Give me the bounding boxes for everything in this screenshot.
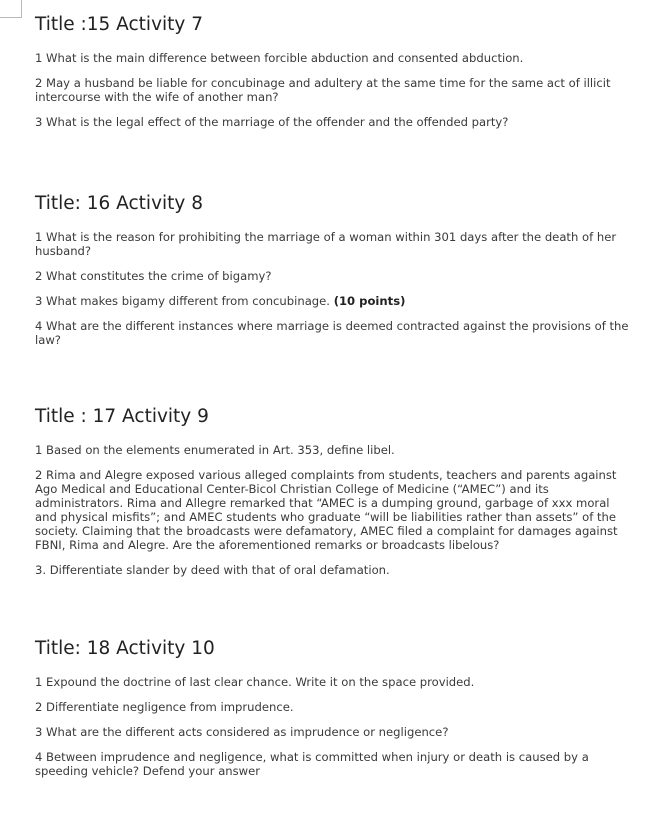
activity-9-title: Title : 17 Activity 9 bbox=[35, 406, 209, 427]
activity-8-question-1: 1 What is the reason for prohibiting the marriage of a woman within 301 days after the death of her husband? bbox=[35, 230, 617, 258]
activity-9-question-3: 3. Differentiate slander by deed with that of oral defamation. bbox=[35, 563, 390, 577]
activity-10-title: Title: 18 Activity 10 bbox=[35, 638, 215, 659]
activity-9-question-1: 1 Based on the elements enumerated in Art. 353, define libel. bbox=[35, 443, 395, 457]
activity-7-title: Title :15 Activity 7 bbox=[35, 14, 204, 35]
activity-8-question-3-text: 3 What makes bigamy different from concubinage. bbox=[35, 294, 330, 308]
activity-8-title: Title: 16 Activity 8 bbox=[35, 193, 204, 214]
activity-8-question-4: 4 What are the different instances where marriage is deemed contracted against the provisions of the law? bbox=[35, 319, 629, 347]
activity-8-section bbox=[35, 192, 635, 347]
activity-10-section bbox=[35, 637, 635, 778]
activity-10-question-3: 3 What are the different acts considered as imprudence or negligence? bbox=[35, 725, 449, 739]
activity-7-question-1: 1 What is the main difference between forcible abduction and consented abduction. bbox=[35, 51, 524, 65]
page-corner-mark bbox=[0, 0, 22, 18]
activity-10-question-1: 1 Expound the doctrine of last clear chance. Write it on the space provided. bbox=[35, 675, 475, 689]
document-page bbox=[35, 13, 635, 778]
activity-8-question-3 bbox=[35, 294, 635, 308]
points-label: (10 points) bbox=[333, 294, 406, 308]
activity-7-section bbox=[35, 13, 635, 129]
activity-10-question-2: 2 Differentiate negligence from imprudence. bbox=[35, 700, 294, 714]
activity-7-question-2: 2 May a husband be liable for concubinage and adultery at the same time for the same act of illicit intercourse with the wife of another man? bbox=[35, 76, 611, 104]
activity-9-section bbox=[35, 405, 635, 577]
activity-8-question-2: 2 What constitutes the crime of bigamy? bbox=[35, 269, 272, 283]
activity-9-question-2: 2 Rima and Alegre exposed various alleged complaints from students, teachers and parents against Ago Medical and Educational Center-Bicol Christian College of Medicine (“AMEC”) and its administrators. Rima and Allegre remarked that “AMEC is a dumping ground, garbage of xxx moral and physical misfits”; and AMEC students who graduate “will be liabilities rather than assets” of the society. Claiming that the broadcasts were defamatory, AMEC filed a complaint for damages against FBNI, Rima and Alegre. Are the aforementioned remarks or broadcasts libelous? bbox=[35, 468, 618, 552]
activity-10-question-4: 4 Between imprudence and negligence, what is committed when injury or death is caused by a speeding vehicle? Defend your answer bbox=[35, 750, 589, 778]
activity-7-question-3: 3 What is the legal effect of the marriage of the offender and the offended party? bbox=[35, 115, 509, 129]
